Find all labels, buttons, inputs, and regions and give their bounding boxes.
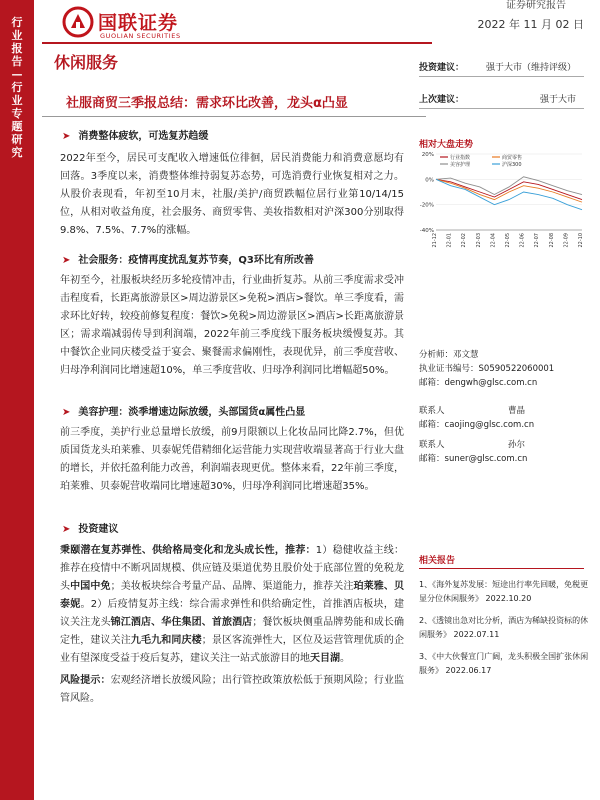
logo-mark-icon [62, 6, 94, 38]
related-reports-title: 相关报告 [419, 556, 456, 566]
triangle-bullet-icon: ➤ [62, 131, 71, 142]
contact-email[interactable]: caojing@glsc.com.cn [444, 420, 535, 430]
analyst-name: 邓文慧 [453, 350, 479, 360]
chart-legend-label: 行业指数 [450, 155, 471, 161]
rating-previous-value: 强于大市 [539, 95, 576, 105]
chart-x-tick-label: 22-01 [446, 233, 453, 248]
chart-y-tick-label: 0% [425, 177, 434, 184]
chart-y-tick-label: 20% [421, 152, 434, 158]
section-heading: ➤ 社会服务：疫情再度扰乱复苏节奏，Q3环比有所改善 [62, 255, 314, 266]
chart-y-tick-label: -20% [419, 202, 434, 209]
section-body: 前三季度，美护行业总量增长放缓，前9月限额以上化妆品同比降2.7%，但优质国货龙头珀莱雅、贝泰妮凭借精细化运营能力实现营收端显著高于行业大盘的增长，并依托盈利能力改善，利润端表现更优。整体来看，22年前三季度，珀莱雅、贝泰妮营收端同比增速超30%，归母净利润同比增速超35%。 [60, 427, 404, 492]
risk-warning [60, 672, 404, 708]
section-heading: ➤ 消费整体疲软，可选复苏趋缓 [62, 131, 209, 142]
chart-x-tick-label: 22-03 [475, 233, 482, 248]
related-report-date: 2022.10.20 [485, 594, 532, 603]
section-body: 2022年至今，居民可支配收入增速低位徘徊，居民消费能力和消费意愿均有回落。3季度以来，消费整体维持弱复苏态势，可选消费行业恢复相对之力。从股价表现看，年初至10月末，社服/美护/商贸跌幅位居行业第10/14/15位，从相对收益角度，社会服务、商贸零售、美妆指数相对沪深300分别取得9.8%、7.5%、7.7%的涨幅。 [60, 153, 404, 236]
chart-legend-label: 沪深300 [502, 162, 522, 168]
analyst-row [419, 348, 479, 360]
investment-advice-body: 秉颐潜在复苏弹性、供给格局变化和龙头成长性，推荐：1）稳健收益主线：推荐在疫情中不断巩固规模、供应链及渠道优势且股价处于底部位置的免税龙头中国中免；美妆板块综合考量产品、品牌、渠道能力，推荐关注珀莱雅、贝泰妮。2）后疫情复苏主线：综合需求弹性和供给确定性，首推酒店板块，建议关注龙头锦江酒店、华住集团、首旅酒店；餐饮板块侧重品牌势能和成长确定性，建议关注九毛九和同庆楼；景区客流弹性大，区位及运营管理优质的企业有望深度受益于疫后复苏，建议关注一站式旅游目的地天目湖。 [60, 545, 405, 664]
section-heading: ➤ 美容护理：淡季增速边际放缓，头部国货α属性凸显 [62, 407, 306, 418]
chart-x-tick-label: 22-08 [548, 233, 555, 248]
section-body: 年初至今，社服板块经历多轮疫情冲击，行业曲折复苏。从前三季度需求受冲击程度看，长距离旅游景区>周边游景区>免税>酒店>餐饮。单三季度看，需求环比好转，较疫前修复程度：餐饮>免税>周边游景区>酒店>长距离旅游景区；需求端减弱传导到利润端，2022年前三季度线下服务板块缓慢复苏。其中餐饮企业同庆楼受益于宴会、聚餐需求偏刚性，表现优异，前三季度营收、归母净利润同比增速超10%，单三季度营收、归母净利润同比增幅超50%。 [60, 275, 404, 376]
chart-x-tick-label: 22-02 [461, 233, 468, 248]
risk-label: 风险提示： [60, 675, 111, 686]
logo-chinese-name: 国联证券 [98, 12, 179, 34]
email-label: 邮箱： [419, 454, 445, 464]
rating-current-value: 强于大市（维持评级） [485, 63, 576, 73]
analyst-email-row [419, 376, 537, 388]
rating-divider [419, 108, 584, 109]
license-row [419, 362, 554, 374]
report-date: 2022 年 11 月 02 日 [477, 18, 584, 31]
triangle-bullet-icon: ➤ [62, 524, 71, 535]
chart-x-tick-label: 22-07 [534, 233, 541, 248]
contact-email[interactable]: suner@glsc.com.cn [444, 454, 528, 464]
relative-performance-chart [414, 150, 586, 258]
chart-title: 相对大盘走势 [419, 140, 474, 150]
chart-series-line [436, 179, 582, 202]
header-divider [42, 42, 432, 44]
rating-current-label: 投资建议： [419, 63, 465, 73]
triangle-bullet-icon: ➤ [62, 407, 71, 418]
chart-x-tick-label: 22-06 [519, 233, 526, 248]
chart-y-tick-label: -40% [419, 228, 434, 234]
contact-name: 孙尔 [508, 440, 526, 450]
rating-divider [419, 76, 584, 77]
contact-email-row [419, 452, 527, 464]
company-logo [62, 6, 222, 40]
title-divider [42, 116, 426, 117]
report-category-label: 行业报告—行业专题研究 [11, 16, 23, 159]
triangle-bullet-icon: ➤ [62, 255, 71, 266]
report-title: 社服商贸三季报总结：需求环比改善，龙头α凸显 [66, 96, 348, 111]
chart-x-tick-label: 22-05 [505, 233, 511, 248]
chart-legend-label: 商贸零售 [502, 155, 523, 161]
related-report-item[interactable]: 2、《透镜出急对比分析，酒店为稀缺投资标的休闲服务》 2022.07.11 [419, 616, 589, 639]
chart-x-tick-label: 22-09 [563, 233, 570, 248]
license-label: 执业证书编号： [419, 364, 479, 374]
chart-x-tick-label: 22-04 [490, 233, 497, 248]
related-report-date: 2022.06.17 [445, 666, 492, 675]
rating-previous-label: 上次建议： [419, 95, 465, 105]
related-report-date: 2022.07.11 [453, 630, 500, 639]
section-heading: ➤ 投资建议 [62, 524, 119, 535]
chart-x-tick-label: 21-12 [432, 233, 438, 248]
chart-legend-label: 美容护理 [450, 162, 471, 168]
related-report-item[interactable]: 3、《中大伙餐宣门广阔，龙头积极全国扩张休闲服务》 2022.06.17 [419, 652, 589, 675]
related-reports-divider [419, 568, 584, 569]
contact-email-row [419, 418, 534, 430]
contact-label: 联系人 [419, 406, 445, 416]
sector-name: 休闲服务 [54, 53, 119, 72]
contact-label: 联系人 [419, 440, 445, 450]
related-report-item[interactable]: 1、《海外复苏发展：短途出行率先回暖，免税更显分位休闲服务》 2022.10.20 [419, 580, 589, 603]
license-number: S0590522060001 [478, 364, 555, 374]
email-label: 邮箱： [419, 378, 445, 388]
document-type: 证券研究报告 [506, 0, 566, 11]
analyst-email[interactable]: dengwh@glsc.com.cn [444, 378, 538, 388]
logo-english-name: GUOLIAN SECURITIES [100, 32, 181, 40]
analyst-label: 分析师： [419, 350, 454, 360]
risk-text: 宏观经济增长放缓风险；出行管控政策放松低于预期风险；行业监管风险。 [60, 675, 405, 704]
chart-series-line [436, 179, 582, 199]
email-label: 邮箱： [419, 420, 445, 430]
contact-name: 曹晶 [508, 406, 526, 416]
chart-x-tick-label: 22-10 [578, 233, 584, 248]
